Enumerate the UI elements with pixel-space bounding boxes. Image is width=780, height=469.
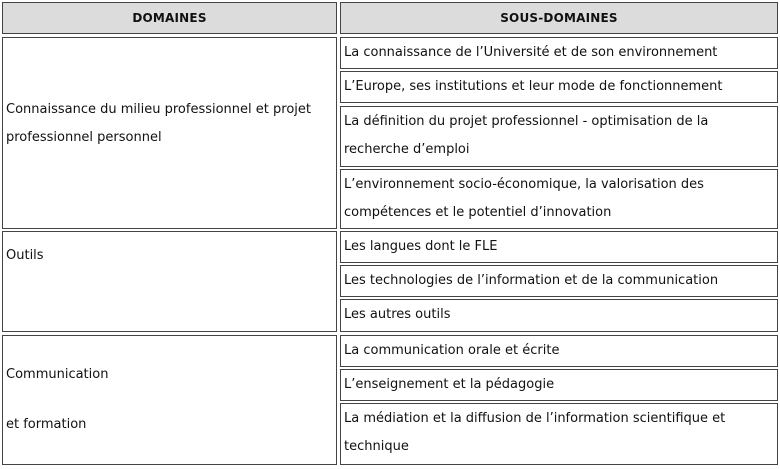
subdomain-cell: [340, 369, 778, 401]
subdomain-line: L’environnement socio-économique, la valorisation des: [344, 177, 704, 192]
subdomain-line: technique: [344, 439, 409, 454]
subdomain-line: Les autres outils: [344, 307, 451, 322]
subdomain-line: recherche d’emploi: [344, 142, 470, 157]
subdomain-line: Les technologies de l’information et de la communication: [344, 273, 719, 288]
subdomain-line: compétences et le potentiel d’innovation: [344, 205, 612, 220]
header-domaines-label: DOMAINES: [132, 11, 207, 25]
domain-line: Connaissance du milieu professionnel et projet: [6, 102, 311, 117]
subdomain-line: La définition du projet professionnel - optimisation de la: [344, 114, 709, 129]
subdomain-cell: [340, 169, 778, 229]
subdomain-cell: [340, 106, 778, 167]
subdomain-line: L’Europe, ses institutions et leur mode de fonctionnement: [344, 79, 723, 94]
subdomain-cell: [340, 231, 778, 263]
subdomain-cell: [340, 37, 778, 69]
domain-cell-connaissance: [2, 37, 337, 229]
subdomain-cell: [340, 335, 778, 367]
subdomain-line: La médiation et la diffusion de l’information scientifique et: [344, 411, 726, 426]
subdomain-cell: [340, 265, 778, 297]
subdomain-cell: [340, 403, 778, 465]
header-domaines: [2, 2, 337, 34]
subdomain-line: Les langues dont le FLE: [344, 239, 498, 254]
domain-cell-communication: [2, 335, 337, 465]
subdomain-cell: [340, 71, 778, 103]
domain-line: et formation: [6, 417, 87, 432]
subdomain-line: La connaissance de l’Université et de son environnement: [344, 45, 718, 60]
domain-line: Communication: [6, 367, 109, 382]
subdomain-cell: [340, 299, 778, 332]
header-sous-domaines: [340, 2, 778, 34]
subdomain-line: L’enseignement et la pédagogie: [344, 377, 555, 392]
domain-line: Outils: [6, 248, 44, 263]
subdomain-line: La communication orale et écrite: [344, 343, 560, 358]
domain-cell-outils: [2, 231, 337, 332]
domain-line: professionnel personnel: [6, 130, 162, 145]
header-sous-domaines-label: SOUS-DOMAINES: [500, 11, 618, 25]
